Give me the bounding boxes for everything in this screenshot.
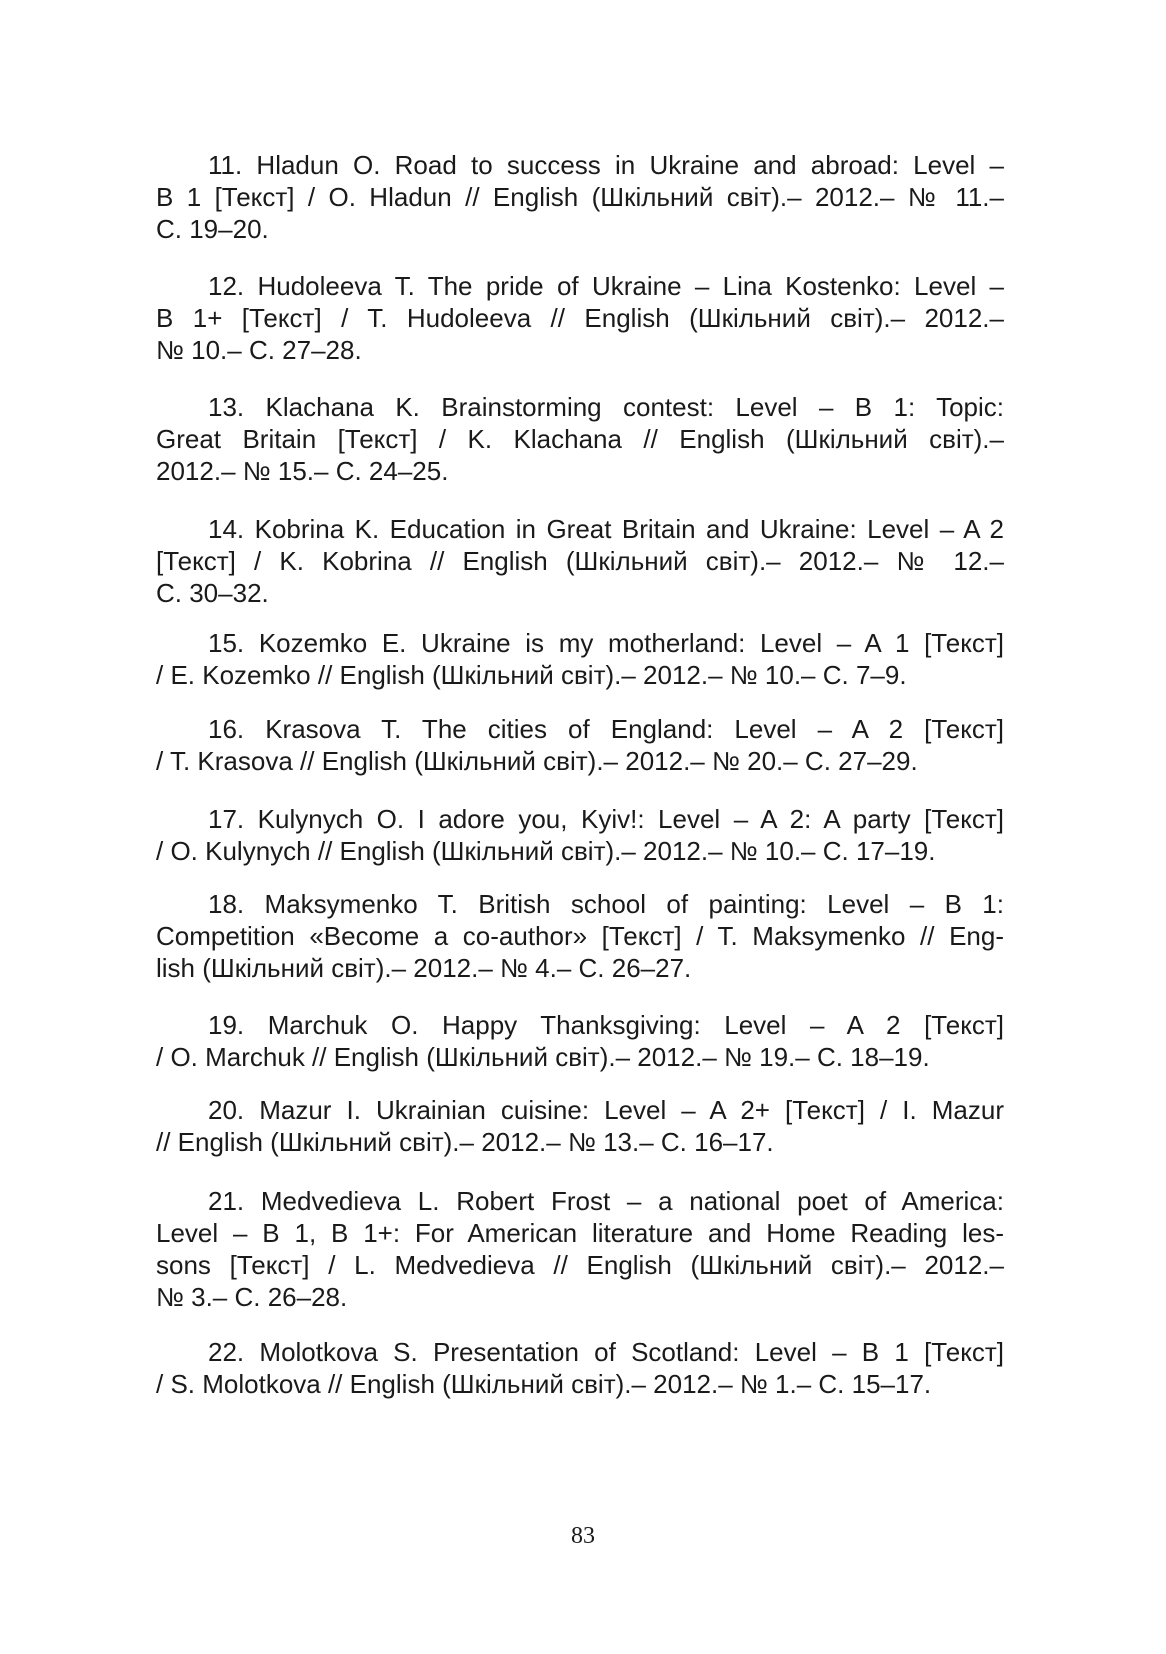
reference-text: Level – B 1, B 1+: For American literature and Home Reading les- xyxy=(156,1218,1004,1248)
reference-line xyxy=(156,1126,1004,1158)
reference-line xyxy=(156,745,1004,777)
reference-entry xyxy=(156,713,1004,777)
reference-number: 13. xyxy=(208,392,245,422)
reference-entry xyxy=(156,391,1004,487)
reference-number: 14. xyxy=(208,514,245,544)
reference-first-line xyxy=(156,888,1004,920)
reference-text: Krasova T. The cities of England: Level – A 2 [Текст] xyxy=(265,714,1005,744)
reference-text: Marchuk O. Happy Thanksgiving: Level – A 2 [Текст] xyxy=(267,1010,1004,1040)
reference-text: Great Britain [Текст] / K. Klachana // English (Шкільний світ).– xyxy=(156,424,1004,454)
reference-entry xyxy=(156,1009,1004,1073)
reference-text: Hudoleeva T. The pride of Ukraine – Lina Kostenko: Level – xyxy=(257,271,1004,301)
reference-first-line xyxy=(156,713,1004,745)
reference-first-line xyxy=(156,627,1004,659)
reference-text: Kobrina K. Education in Great Britain and Ukraine: Level – A 2 xyxy=(254,514,1004,544)
reference-text: Kulynych O. I adore you, Kyiv!: Level – A 2: A party [Текст] xyxy=(257,804,1004,834)
reference-entry xyxy=(156,803,1004,867)
reference-line xyxy=(156,1041,1004,1073)
reference-text: // English (Шкільний світ).– 2012.– № 13.– С. 16–17. xyxy=(156,1127,774,1157)
reference-entry xyxy=(156,1094,1004,1158)
reference-first-line xyxy=(156,1009,1004,1041)
reference-entry xyxy=(156,627,1004,691)
reference-line xyxy=(156,920,1004,952)
reference-text: / O. Marchuk // English (Шкільний світ).– 2012.– № 19.– С. 18–19. xyxy=(156,1042,930,1072)
reference-number: 21. xyxy=(208,1186,245,1216)
reference-line xyxy=(156,181,1004,213)
reference-text: С. 30–32. xyxy=(156,578,269,608)
reference-line xyxy=(156,302,1004,334)
reference-line xyxy=(156,952,1004,984)
reference-line xyxy=(156,835,1004,867)
reference-first-line xyxy=(156,803,1004,835)
reference-entry xyxy=(156,1185,1004,1313)
reference-text: / T. Krasova // English (Шкільний світ).– 2012.– № 20.– С. 27–29. xyxy=(156,746,918,776)
reference-number: 16. xyxy=(208,714,245,744)
reference-text: Maksymenko T. British school of painting: Level – B 1: xyxy=(264,889,1004,919)
reference-line xyxy=(156,1281,1004,1313)
reference-text: Hladun O. Road to success in Ukraine and abroad: Level – xyxy=(256,150,1004,180)
reference-entry xyxy=(156,888,1004,984)
reference-text: sons [Текст] / L. Medvedieva // English (Шкільний світ).– 2012.– xyxy=(156,1250,1004,1280)
reference-line xyxy=(156,213,1004,245)
reference-entry xyxy=(156,513,1004,609)
reference-number: 18. xyxy=(208,889,245,919)
reference-text: № 10.– С. 27–28. xyxy=(156,335,362,365)
reference-text: Medvedieva L. Robert Frost – a national poet of America: xyxy=(260,1186,1004,1216)
reference-first-line xyxy=(156,513,1004,545)
reference-text: Kozemko E. Ukraine is my motherland: Level – A 1 [Текст] xyxy=(258,628,1004,658)
reference-number: 20. xyxy=(208,1095,245,1125)
reference-text: 2012.– № 15.– С. 24–25. xyxy=(156,456,449,486)
reference-text: B 1+ [Текст] / T. Hudoleeva // English (Шкільний світ).– 2012.– xyxy=(156,303,1004,333)
reference-text: B 1 [Текст] / O. Hladun // English (Шкільний світ).– 2012.– № 11.– xyxy=(156,182,1004,212)
reference-text: / S. Molotkova // English (Шкільний світ).– 2012.– № 1.– С. 15–17. xyxy=(156,1369,932,1399)
reference-line xyxy=(156,545,1004,577)
reference-line xyxy=(156,1368,1004,1400)
reference-first-line xyxy=(156,1336,1004,1368)
reference-text: [Текст] / K. Kobrina // English (Шкільний світ).– 2012.– № 12.– xyxy=(156,546,1004,576)
reference-text: / O. Kulynych // English (Шкільний світ).– 2012.– № 10.– С. 17–19. xyxy=(156,836,936,866)
reference-number: 17. xyxy=(208,804,245,834)
reference-text: Molotkova S. Presentation of Scotland: Level – B 1 [Текст] xyxy=(259,1337,1004,1367)
reference-number: 15. xyxy=(208,628,245,658)
page-number: 83 xyxy=(571,1523,595,1549)
reference-line xyxy=(156,334,1004,366)
reference-text: С. 19–20. xyxy=(156,214,269,244)
reference-line xyxy=(156,1249,1004,1281)
reference-text: Klachana K. Brainstorming contest: Level – B 1: Topic: xyxy=(265,392,1004,422)
reference-number: 12. xyxy=(208,271,245,301)
reference-text: / E. Kozemko // English (Шкільний світ).– 2012.– № 10.– С. 7–9. xyxy=(156,660,907,690)
reference-line xyxy=(156,577,1004,609)
reference-first-line xyxy=(156,1094,1004,1126)
reference-first-line xyxy=(156,270,1004,302)
reference-entry xyxy=(156,149,1004,245)
reference-text: Mazur I. Ukrainian cuisine: Level – A 2+ [Текст] / I. Mazur xyxy=(259,1095,1004,1125)
reference-number: 11. xyxy=(208,150,243,180)
reference-line xyxy=(156,1217,1004,1249)
reference-text: Competition «Become a co-author» [Текст] / T. Maksymenko // Eng- xyxy=(156,921,1004,951)
reference-first-line xyxy=(156,391,1004,423)
reference-text: № 3.– С. 26–28. xyxy=(156,1282,348,1312)
reference-line xyxy=(156,455,1004,487)
reference-first-line xyxy=(156,1185,1004,1217)
reference-entry xyxy=(156,270,1004,366)
reference-line xyxy=(156,423,1004,455)
reference-text: lish (Шкільний світ).– 2012.– № 4.– С. 26–27. xyxy=(156,953,692,983)
reference-line xyxy=(156,659,1004,691)
reference-first-line xyxy=(156,149,1004,181)
reference-number: 19. xyxy=(208,1010,245,1040)
reference-number: 22. xyxy=(208,1337,245,1367)
reference-entry xyxy=(156,1336,1004,1400)
